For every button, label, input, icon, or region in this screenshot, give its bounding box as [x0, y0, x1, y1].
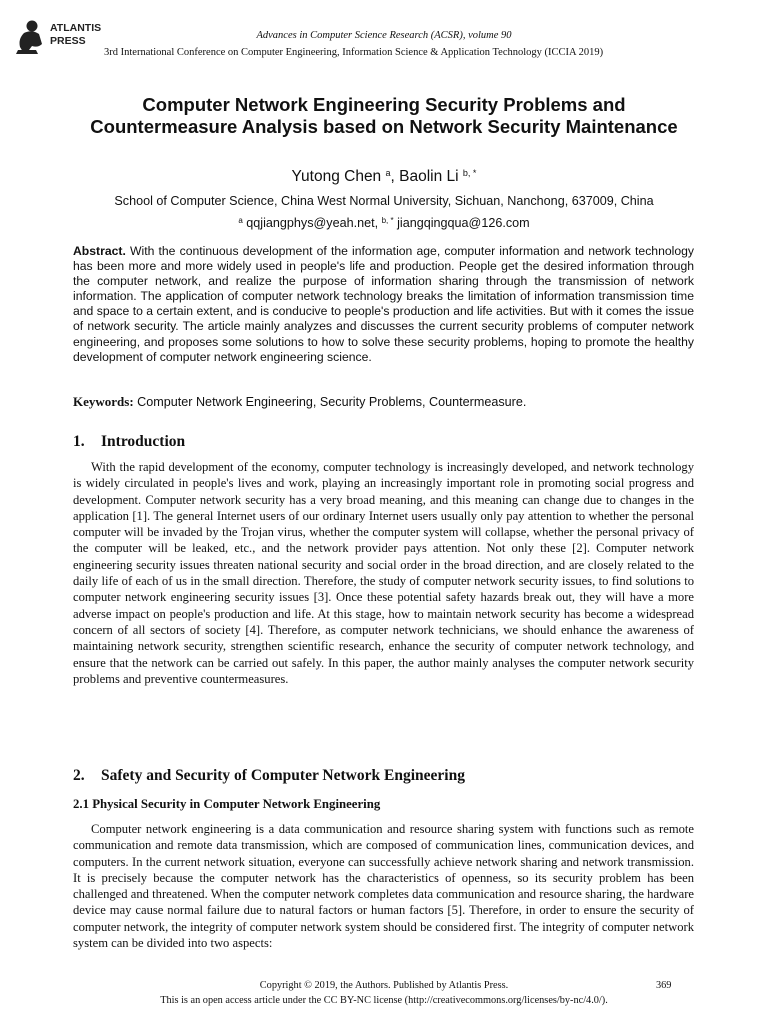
physical-security-paragraph: Computer network engineering is a data communication and resource sharing system with functions such as remote communication and remote data transmission, which are composed of communication lines, communication devices, and computers. In the current network situation, everyone can successfully achieve network sharing and network transmission. It is precisely because the computer network has the characteristics of openness, so its security problem has been challenged and threatened. When the computer network completes data communication and resource sharing, the hardware device may cause normal failure due to natural factors or human factors [5]. Therefore, in order to ensure the security of computer network, the integrity of computer network system should be considered first. The integrity of computer network system can be divided into two aspects: [73, 822, 694, 951]
keywords [73, 394, 694, 410]
series-header: Advances in Computer Science Research (ACSR), volume 90 [256, 30, 512, 41]
affiliation-mark: a [385, 168, 391, 178]
copyright-notice: Copyright © 2019, the Authors. Published by Atlantis Press. [259, 980, 509, 991]
email-link[interactable]: jiangqingqua@126.com [397, 216, 530, 230]
subsection-heading-physical-security: 2.1 Physical Security in Computer Network Engineering [73, 797, 381, 811]
author-name: Baolin Li [399, 168, 459, 185]
paper-title: Computer Network Engineering Security Problems and Countermeasure Analysis based on Network Security Maintenance [90, 94, 678, 137]
keywords-text: Computer Network Engineering, Security Problems, Countermeasure. [137, 395, 527, 409]
section-title: Safety and Security of Computer Network Engineering [101, 767, 465, 784]
section-heading-introduction [73, 433, 185, 451]
keywords-label: Keywords: [73, 394, 134, 409]
abstract-text: With the continuous development of the information age, computer information and network technology has been more and more widely used in people's life and production. People get the desired information through the computer network, and realize the purpose of information sharing through the transmission of network information. The application of computer network technology breaks the limitation of information transmission time and space to a certain extent, and is conducive to people's production and life activities. But with it comes the issue of network security. The article mainly analyzes and discusses the current security problems of computer network engineering, and proposes some solutions to how to solve these security problems, hoping to promote the healthy development of computer network engineering science. [73, 244, 694, 364]
section-heading-safety [73, 767, 465, 785]
section-title: Introduction [101, 433, 186, 450]
affiliation: School of Computer Science, China West Normal University, Sichuan, Nanchong, 637009, China [114, 194, 654, 208]
conference-header: 3rd International Conference on Computer Engineering, Information Science & Application Technology (ICCIA 2019) [104, 47, 604, 58]
email-mark: a [238, 216, 243, 225]
email-mark: b, * [381, 216, 394, 225]
page-number: 369 [656, 980, 672, 991]
author-separator: , [390, 168, 400, 185]
section-number: 2. [73, 767, 85, 784]
affiliation-mark: b, * [462, 168, 477, 178]
abstract-label: Abstract. [73, 244, 126, 258]
logo-line-1: ATLANTIS [50, 22, 102, 34]
abstract [73, 244, 694, 365]
author-name: Yutong Chen [291, 168, 382, 185]
logo-line-2: PRESS [50, 35, 86, 47]
email-line [0, 216, 768, 230]
email-link[interactable]: qqjiangphys@yeah.net, [246, 216, 379, 230]
section-number: 1. [73, 433, 85, 450]
license-notice[interactable]: This is an open access article under the CC BY-NC license (http://creativecommons.org/licenses/by-nc/4.0/). [160, 995, 608, 1006]
introduction-paragraph: With the rapid development of the economy, computer technology is increasingly developed, and network technology is widely circulated in people's lives and work, playing an increasingly important role in promoting social progress and development. Computer network security has a very broad meaning, and this meaning can change due to changes in the application [1]. The general Internet users of our ordinary Internet users usually only pay attention to whether the personal computer will be invaded by the Trojan virus, whether the computer system will collapse, whether the personal privacy of the computer will be leaked, etc., and the network provider pays attention. Not only these [2]. Computer network engineering security issues threaten national security and social order in the broad direction, and are closely related to the daily life of each of us in the small direction. Therefore, the study of computer network security issues, to find solutions to computer network engineering security issues [3]. Once these potential safety hazards break out, they will have a more adverse impact on people's production and life. At this stage, how to maintain network security has become a widespread concern of all sectors of society [4]. Therefore, as computer network technicians, we should enhance the awareness of maintaining network security, strengthen scientific research, enhance the security of computer network technology, and ensure that the network can be carried out safely. In this paper, the author mainly analyses the computer network security problems and preventive countermeasures. [73, 460, 694, 686]
author-line [0, 168, 768, 186]
